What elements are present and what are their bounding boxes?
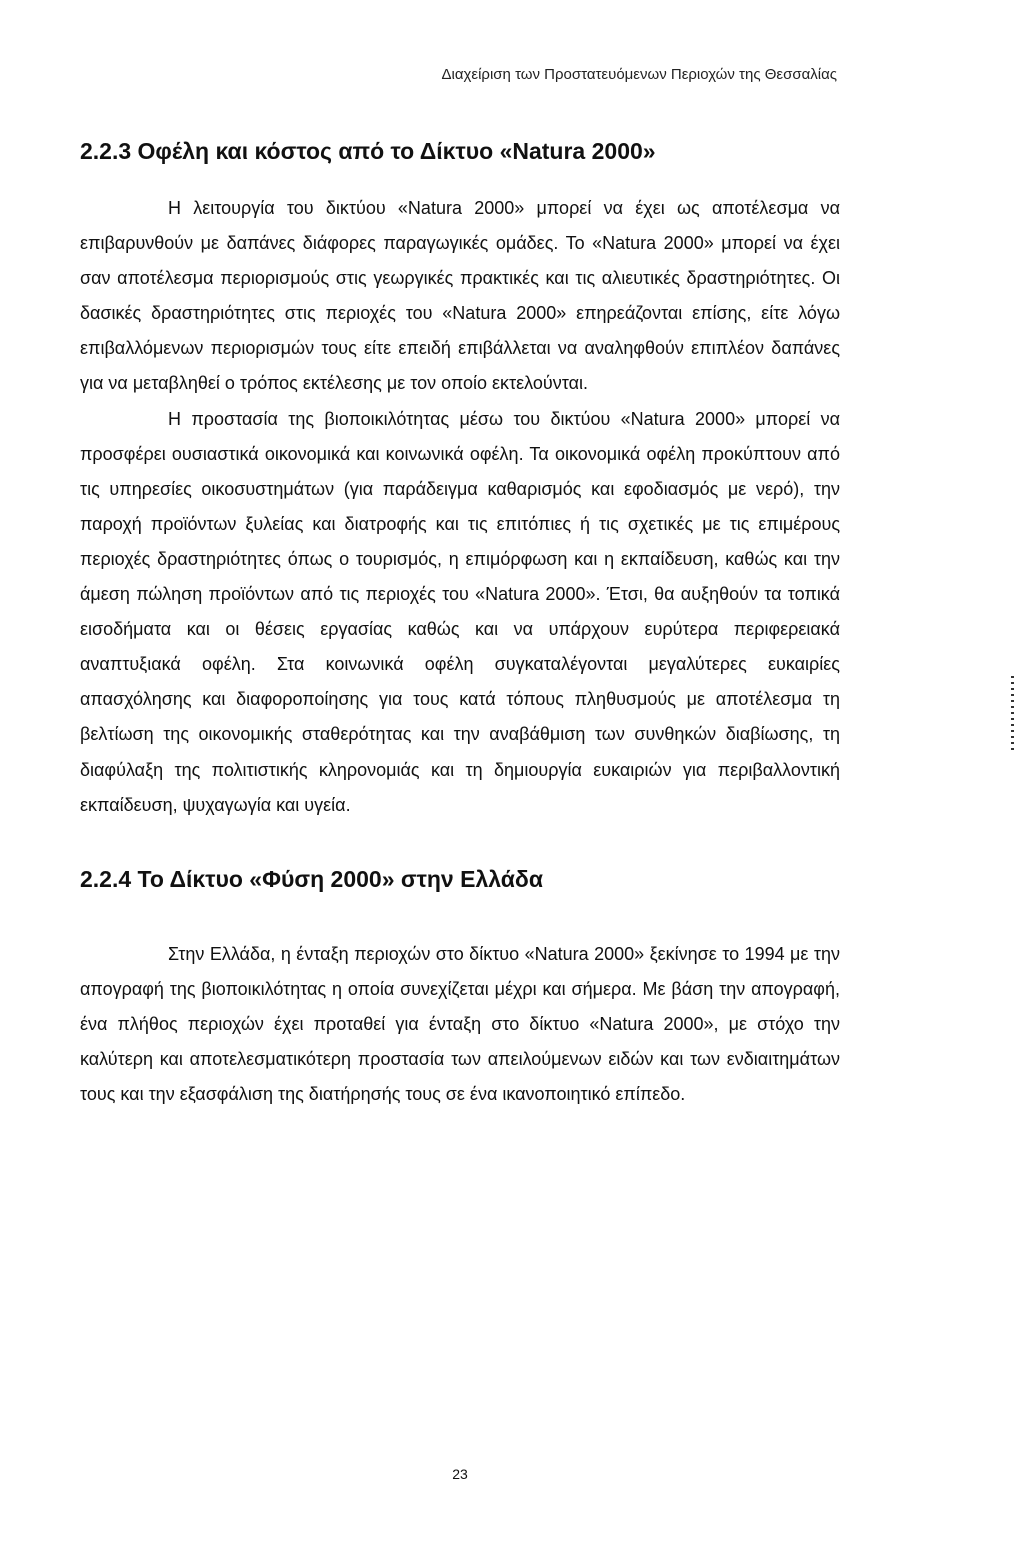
margin-scan-mark bbox=[1011, 676, 1014, 754]
section-heading-greece-network: 2.2.4 Το Δίκτυο «Φύση 2000» στην Ελλάδα bbox=[80, 865, 543, 892]
section-heading-benefits-costs: 2.2.3 Οφέλη και κόστος από το Δίκτυο «Natura 2000» bbox=[80, 138, 656, 164]
paragraph-greece: Στην Ελλάδα, η ένταξη περιοχών στο δίκτυο «Natura 2000» ξεκίνησε το 1994 με την απογραφή της βιοποικιλότητας η οποία συνεχίζεται μέχρι και σήμερα. Με βάση την απογραφή, ένα πλήθος περιοχών έχει προταθεί για ένταξη στο δίκτυο «Natura 2000», με στόχο την καλύτερη και αποτελεσματικότερη προστασία των απειλούμενων ειδών και των ενδιαιτημάτων τους και την εξασφάλιση της διατήρησής τους σε ένα ικανοποιητικό επίπεδο. bbox=[80, 943, 840, 1105]
document-body bbox=[80, 135, 840, 1112]
paragraph-costs: Η λειτουργία του δικτύου «Natura 2000» μπορεί να έχει ως αποτέλεσμα να επιβαρυνθούν με δαπάνες διάφορες παραγωγικές ομάδες. Το «Natura 2000» μπορεί να έχει σαν αποτέλεσμα περιορισμούς στις γεωργικές πρακτικές και τις αλιευτικές δραστηριότητες. Οι δασικές δραστηριότητες στις περιοχές του «Natura 2000» επηρεάζονται επίσης, είτε λόγω επιβαλλόμενων περιορισμών τους είτε επειδή επιβάλλεται να αναληφθούν επιπλέον δαπάνες για να μεταβληθεί ο τρόπος εκτέλεσης με τον οποίο εκτελούνται. bbox=[80, 198, 840, 394]
paragraph-benefits: Η προστασία της βιοποικιλότητας μέσω του δικτύου «Natura 2000» μπορεί να προσφέρει ουσιαστικά οικονομικά και κοινωνικά οφέλη. Τα οικονομικά οφέλη προκύπτουν από τις υπηρεσίες οικοσυστημάτων (για παράδειγμα καθαρισμός και εφοδιασμός με νερό), την παροχή προϊόντων ξυλείας και διατροφής και τις επιτόπιες ή τις σχετικές με τις επιμέρους περιοχές δραστηριότητες όπως ο τουρισμός, η επιμόρφωση και η εκπαίδευση, καθώς και την άμεση πώληση προϊόντων από τις περιοχές του «Natura 2000». Έτσι, θα αυξηθούν τα τοπικά εισοδήματα και οι θέσεις εργασίας καθώς και να υπάρχουν ευρύτερα περιφερειακά αναπτυξιακά οφέλη. Στα κοινωνικά οφέλη συγκαταλέγονται μεγαλύτερες ευκαιρίες απασχόλησης και διαφοροποίησης για τους κατά τόπους πληθυσμούς με αποτέλεσμα τη βελτίωση της οικονομικής σταθερότητας και την αναβάθμιση των συνθηκών διαβίωσης, τη διαφύλαξη της πολιτιστικής κληρονομιάς και τη δημιουργία ευκαιριών για περιβαλλοντική εκπαίδευση, ψυχαγωγία και υγεία. bbox=[80, 408, 840, 815]
running-header: Διαχείριση των Προστατευόμενων Περιοχών της Θεσσαλίας bbox=[441, 66, 837, 83]
page-number: 23 bbox=[452, 1466, 468, 1482]
